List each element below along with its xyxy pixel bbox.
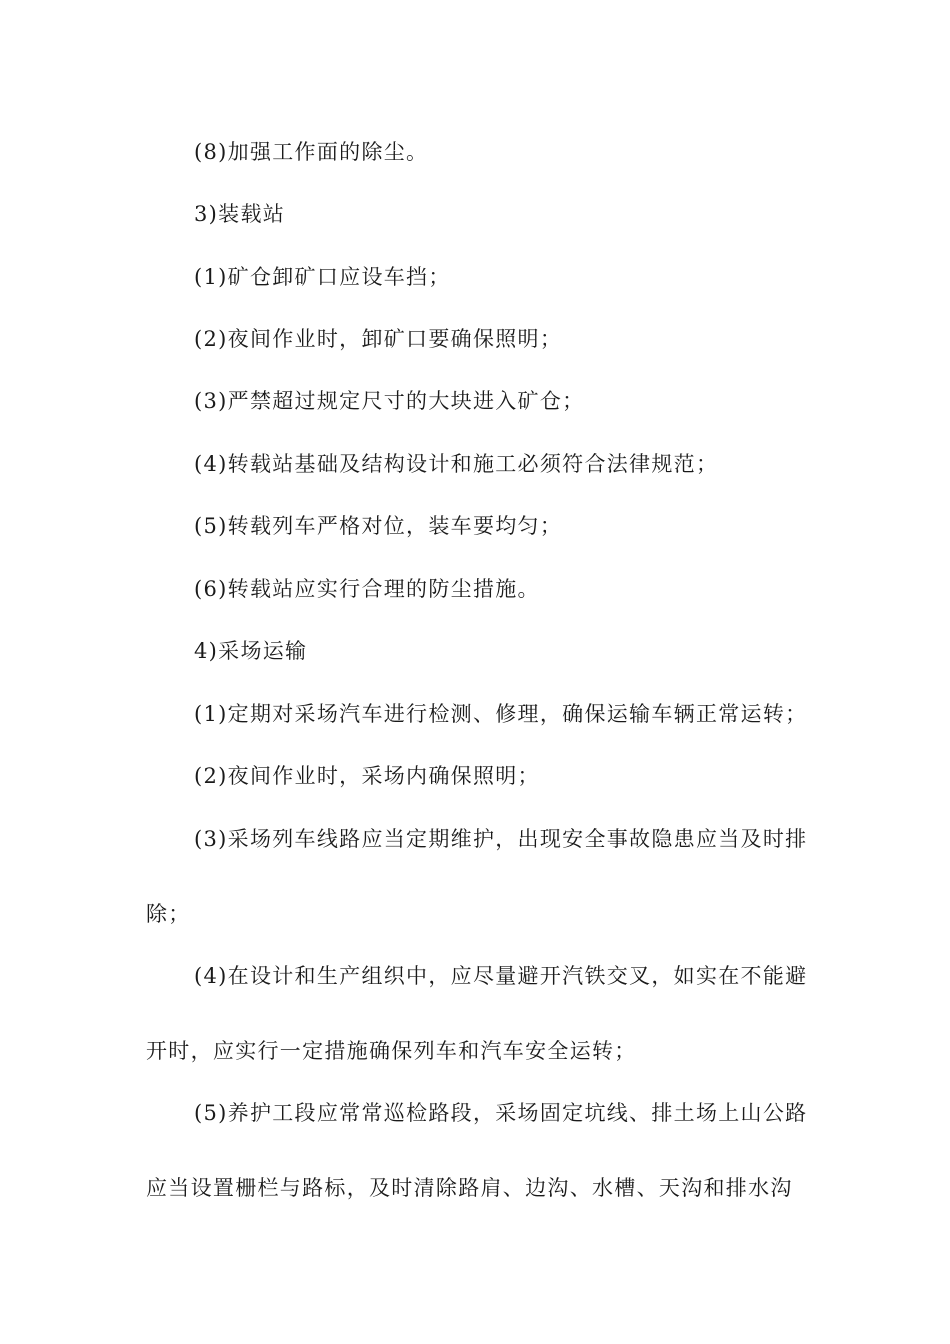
item-4-avoid-crossing: (4)在设计和生产组织中，应尽量避开汽铁交叉，如实在不能避 xyxy=(194,964,808,988)
item-2-night-lighting: (2)夜间作业时，卸矿口要确保照明； xyxy=(194,327,563,351)
item-8-dust-removal: (8)加强工作面的除尘。 xyxy=(194,140,429,164)
item-5-train-alignment: (5)转载列车严格对位，装车要均匀； xyxy=(194,514,563,538)
item-3-line-maintenance: (3)采场列车线路应当定期维护，出现安全事故隐患应当及时排 xyxy=(194,827,808,851)
item-5-road-inspection-continued: 应当设置栅栏与路标，及时清除路肩、边沟、水槽、天沟和排水沟 xyxy=(146,1176,793,1200)
item-6-dust-measures: (6)转载站应实行合理的防尘措施。 xyxy=(194,577,540,601)
item-4-foundation-design: (4)转载站基础及结构设计和施工必须符合法律规范； xyxy=(194,452,719,476)
item-3-line-maintenance-continued: 除； xyxy=(146,902,191,926)
section-heading-loading-station: 3)装载站 xyxy=(194,202,286,226)
item-1-vehicle-maintenance: (1)定期对采场汽车进行检测、修理，确保运输车辆正常运转； xyxy=(194,702,808,726)
item-2-pit-lighting: (2)夜间作业时，采场内确保照明； xyxy=(194,764,540,788)
section-heading-pit-transport: 4)采场运输 xyxy=(194,639,308,663)
item-4-avoid-crossing-continued: 开时，应实行一定措施确保列车和汽车安全运转； xyxy=(146,1039,637,1063)
item-5-road-inspection: (5)养护工段应常常巡检路段，采场固定坑线、排土场上山公路 xyxy=(194,1101,808,1125)
item-3-oversize-blocks: (3)严禁超过规定尺寸的大块进入矿仓； xyxy=(194,389,585,413)
item-1-car-stop: (1)矿仓卸矿口应设车挡； xyxy=(194,265,451,289)
